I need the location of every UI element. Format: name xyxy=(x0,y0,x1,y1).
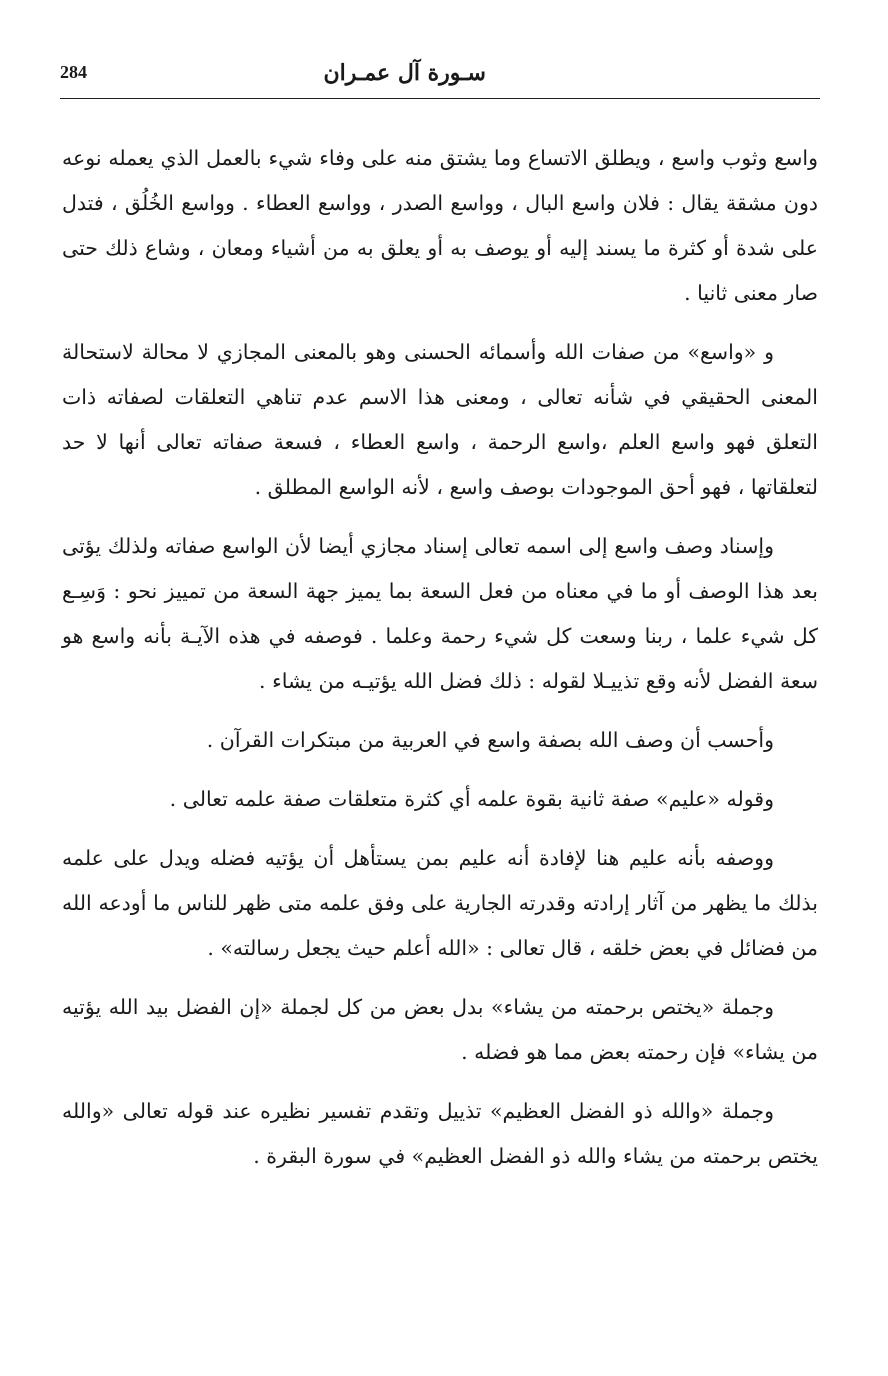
body-text xyxy=(62,136,818,1193)
paragraph: وإسناد وصف واسع إلى اسمه تعالى إسناد مجازي أيضا لأن الواسع صفاته ولذلك يؤتى بعد هذا الوصف أو ما في معناه من فعل السعة بما يميز جهة السعة من تمييز نحو : وَسِـع كل شيء علما ، ربنا وسعت كل شيء رحمة وعلما . فوصفه في هذه الآيـة بأنه واسع هو سعة الفضل لأنه وقع تذييـلا لقوله : ذلك فضل الله يؤتيـه من يشاء . xyxy=(62,534,818,693)
paragraph: وجملة «والله ذو الفضل العظيم» تذييل وتقدم تفسير نظيره عند قوله تعالى «والله يختص برحمته من يشاء والله ذو الفضل العظيم» في سورة البقرة . xyxy=(62,1099,818,1168)
page-number: 284 xyxy=(60,62,87,82)
paragraph: وقوله «عليم» صفة ثانية بقوة علمه أي كثرة متعلقات صفة علمه تعالى . xyxy=(169,787,774,811)
paragraph: واسع وثوب واسع ، ويطلق الاتساع وما يشتق منه على وفاء شيء بالعمل الذي يعمله نوعه دون مشقة يقال : فلان واسع البال ، وواسع الصدر ، وواسع العطاء . وواسع الخُلُق ، فتدل على شدة أو كثرة ما يسند إليه أو يوصف به أو يعلق به من أشياء ومعان ، وشاع ذلك حتى صار معنى ثانيا . xyxy=(62,146,818,305)
paragraph: وأحسب أن وصف الله بصفة واسع في العربية من مبتكرات القرآن . xyxy=(206,728,774,752)
page-header xyxy=(60,58,816,94)
paragraph: ووصفه بأنه عليم هنا لإفادة أنه عليم بمن يستأهل أن يؤتيه فضله ويدل على علمه بذلك ما يظهر من آثار إرادته وقدرته الجارية على وفق علمه متى ظهر للناس ما أودعه الله من فضائل في بعض خلقه ، قال تعالى : «الله أعلم حيث يجعل رسالته» . xyxy=(62,846,818,960)
paragraph: وجملة «يختص برحمته من يشاء» بدل بعض من كل لجملة «إن الفضل بيد الله يؤتيه من يشاء» فإن رحمته بعض مما هو فضله . xyxy=(62,995,818,1064)
surah-title: سـورة آل عمـران xyxy=(323,60,486,86)
header-divider xyxy=(60,98,820,99)
paragraph: و «واسع» من صفات الله وأسمائه الحسنى وهو بالمعنى المجازي لا محالة لاستحالة المعنى الحقيقي في شأنه تعالى ، ومعنى هذا الاسم عدم تناهي التعلقات لصفاته ذات التعلق فهو واسع العلم ،واسع الرحمة ، واسع العطاء ، فسعة صفاته تعالى أنها لا حد لتعلقاتها ، فهو أحق الموجودات بوصف واسع ، لأنه الواسع المطلق . xyxy=(62,340,818,499)
